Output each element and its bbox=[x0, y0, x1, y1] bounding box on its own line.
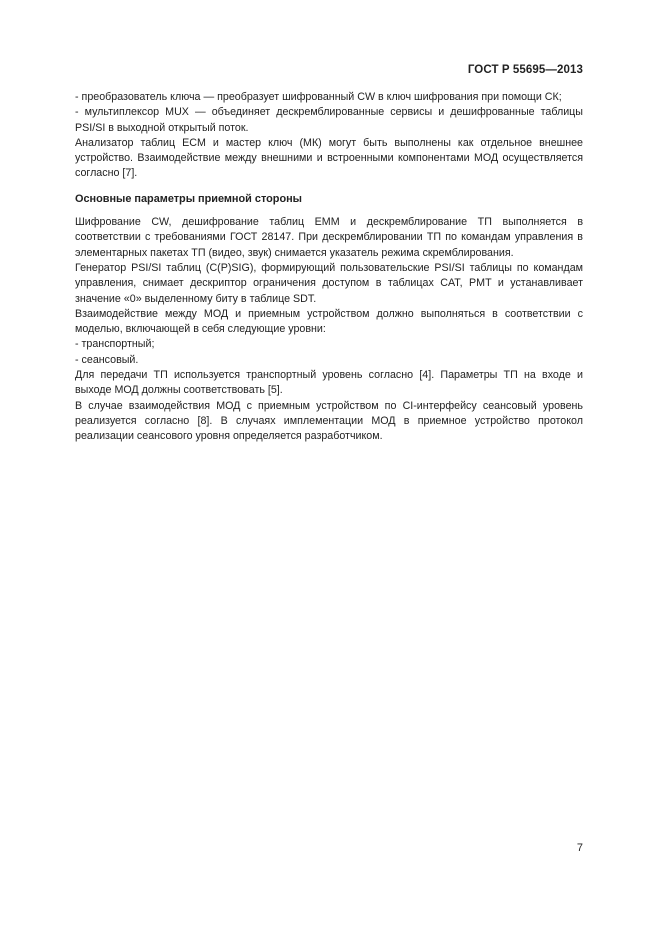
paragraph-analyzer: Анализатор таблиц ECM и мастер ключ (МК) могут быть выполнены как отдельное внешнее устройство. Взаимодействие между внешними и встроенными компонентами МОД осуществляется согласно [7]. bbox=[75, 136, 583, 180]
section-title: Основные параметры приемной стороны bbox=[75, 192, 302, 205]
standard-id: ГОСТ Р 55695—2013 bbox=[467, 64, 583, 76]
list-item-session: - сеансовый. bbox=[75, 353, 139, 366]
paragraph-transport-level: Для передачи ТП используется транспортный уровень согласно [4]. Параметры ТП на входе и выходе МОД должны соответствовать [5]. bbox=[75, 369, 583, 397]
paragraph-interaction: Взаимодействие между МОД и приемным устройством должно выполняться в соответствии с моделью, включающей в себя следующие уровни: bbox=[75, 307, 583, 336]
page-number: 7 bbox=[576, 842, 583, 854]
page-header bbox=[468, 64, 583, 76]
list-item-mux: - мультиплексор MUX — объединяет дескремблированные сервисы и дешифрованные таблицы PSI/SI в выходной открытый поток. bbox=[75, 106, 583, 134]
list-item-transport: - транспортный; bbox=[75, 338, 155, 351]
list-item-key-converter: - преобразователь ключа — преобразует шифрованный CW в ключ шифрования при помощи СК; bbox=[75, 91, 562, 103]
paragraph-ci-interface: В случае взаимодействия МОД с приемным устройством по CI-интерфейсу сеансовый уровень реализуется согласно [8]. В случаях имплементации МОД в приемное устройство протокол реализации сеансового уровня определяется разработчиком. bbox=[75, 399, 583, 443]
document-body bbox=[75, 90, 583, 445]
paragraph-encryption: Шифрование CW, дешифрование таблиц EMM и дескремблирование ТП выполняется в соответствии с требованиями ГОСТ 28147. При дескремблировании ТП по командам управления в элементарных пакетах ТП (видео, звук) снимается указатель режима скремблирования. bbox=[75, 216, 583, 259]
paragraph-generator: Генератор PSI/SI таблиц (C(P)SIG), формирующий пользовательские PSI/SI таблицы по командам управления, снимает дескриптор ограничения доступом в таблицах CAT, PMT и устанавливает значение «0» выделенному биту в таблице SDT. bbox=[75, 261, 583, 305]
